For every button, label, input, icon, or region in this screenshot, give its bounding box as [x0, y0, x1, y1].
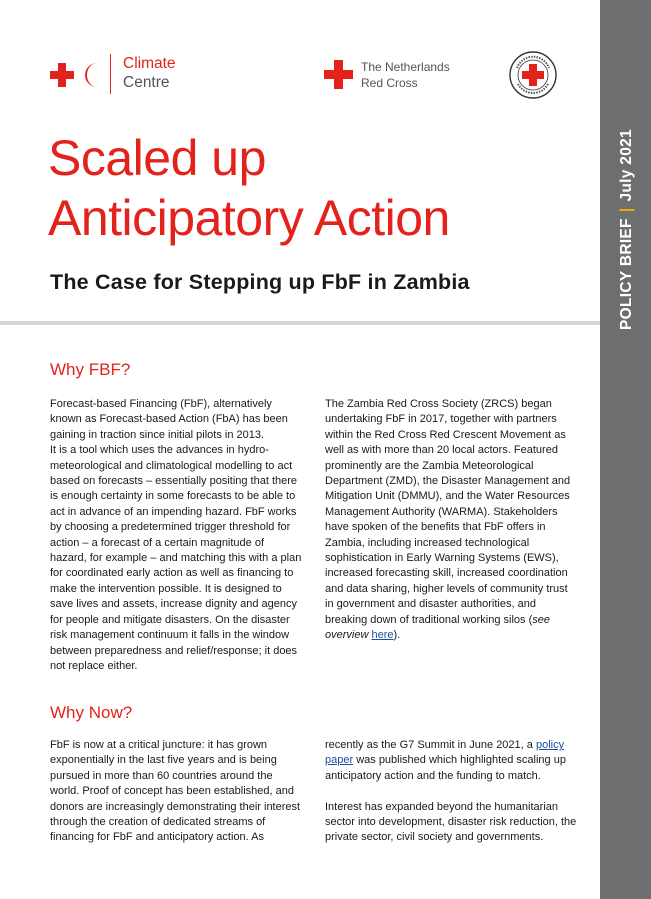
paragraph-start: recently as the G7 Summit in June 2021, a [325, 739, 536, 751]
why-fbf-right-column [325, 397, 577, 644]
header-divider [0, 321, 600, 325]
paragraph: Forecast-based Financing (FbF), alternatively known as Forecast-based Action (FbA) has been gaining in traction since initial pilots in 2013. [50, 398, 288, 441]
document-subtitle: The Case for Stepping up FbF in Zambia [50, 270, 470, 294]
paragraph [325, 397, 577, 644]
paragraph: It is a tool which uses the advances in hydro-meteorological and climatological modelling to act based on forecasts – essentially positing that there is enough certainty in some forecasts to be able to act in advance of an impending hazard. FbF works by choosing a predetermined trigger threshold for action – a forecast of a certain magnitude of hazard, for example – and matching this with a plan for coordinated early action as well as financing to make the intervention possible. It is designed to save lives and assets, increase dignity and agency for people and mitigate disasters. On the disaster risk management continuum it falls in the window between preparedness and relief/response; it does not replace either. [50, 444, 302, 672]
why-fbf-heading: Why FBF? [50, 360, 131, 379]
paragraph: FbF is now at a critical juncture: it has grown exponentially in the last five years and is being pursued in more than 60 countries around the world. Proof of concept has been established, and donors are increasingly demonstrating their interest through the creation of dedicated streams of financing for FbF and anticipatory action. As [50, 739, 301, 844]
date-text: July 2021 [618, 129, 635, 202]
red-crescent-icon [80, 62, 104, 88]
side-banner [600, 0, 651, 899]
paragraph-gap [325, 784, 577, 799]
policy-brief-text: POLICY BRIEF [618, 218, 635, 330]
netherlands-red-cross-name [361, 59, 450, 91]
red-cross-icon [50, 63, 74, 87]
nrc-line2: Red Cross [361, 76, 418, 90]
why-now-heading: Why Now? [50, 703, 133, 722]
paragraph [325, 738, 577, 784]
title-line2: Anticipatory Action [48, 190, 450, 246]
nrc-line1: The Netherlands [361, 60, 450, 74]
paragraph-end: ). [393, 629, 401, 642]
climate-centre-name [123, 54, 176, 92]
why-now-right-column [325, 738, 577, 846]
see-overview-text: see overview [325, 613, 551, 642]
red-cross-icon [324, 60, 353, 89]
paragraph-end: was published which highlighted scaling up anticipatory action and the funding to match. [325, 754, 566, 782]
zambia-red-cross-seal-icon [508, 50, 558, 100]
overview-link[interactable]: here [371, 629, 394, 642]
why-now-left-column [50, 738, 302, 846]
policy-paper-link[interactable]: policy paper [325, 739, 565, 767]
climate-centre-line2: Centre [123, 74, 170, 91]
climate-centre-line1: Climate [123, 55, 176, 72]
label-separator: | [618, 207, 635, 213]
paragraph-text: The Zambia Red Cross Society (ZRCS) began undertaking FbF in 2017, together with partners within the Red Cross Red Crescent Movement as well as with more than 20 local actors. Featured prominently are the Zambia Meteorological Department (ZMD), the Disaster Management and Mitigation Unit (DMMU), and the Water Resources Management Authority (WARMA). Stakeholders have spoken of the benefits that FbF offers in Zambia, including increased technological sophistication in Early Warning Systems (EWS), increased forecasting skill, increased coordination and data sharing, higher levels of community trust in government and disaster authorities, and breaking down of traditional working silos ( [325, 398, 571, 626]
paragraph: Interest has expanded beyond the humanitarian sector into development, disaster risk reduction, the private sector, civil society and governments. [325, 800, 577, 844]
logo-divider [110, 54, 111, 94]
title-line1: Scaled up [48, 130, 266, 186]
why-fbf-left-column [50, 397, 302, 674]
document-title [48, 128, 450, 248]
